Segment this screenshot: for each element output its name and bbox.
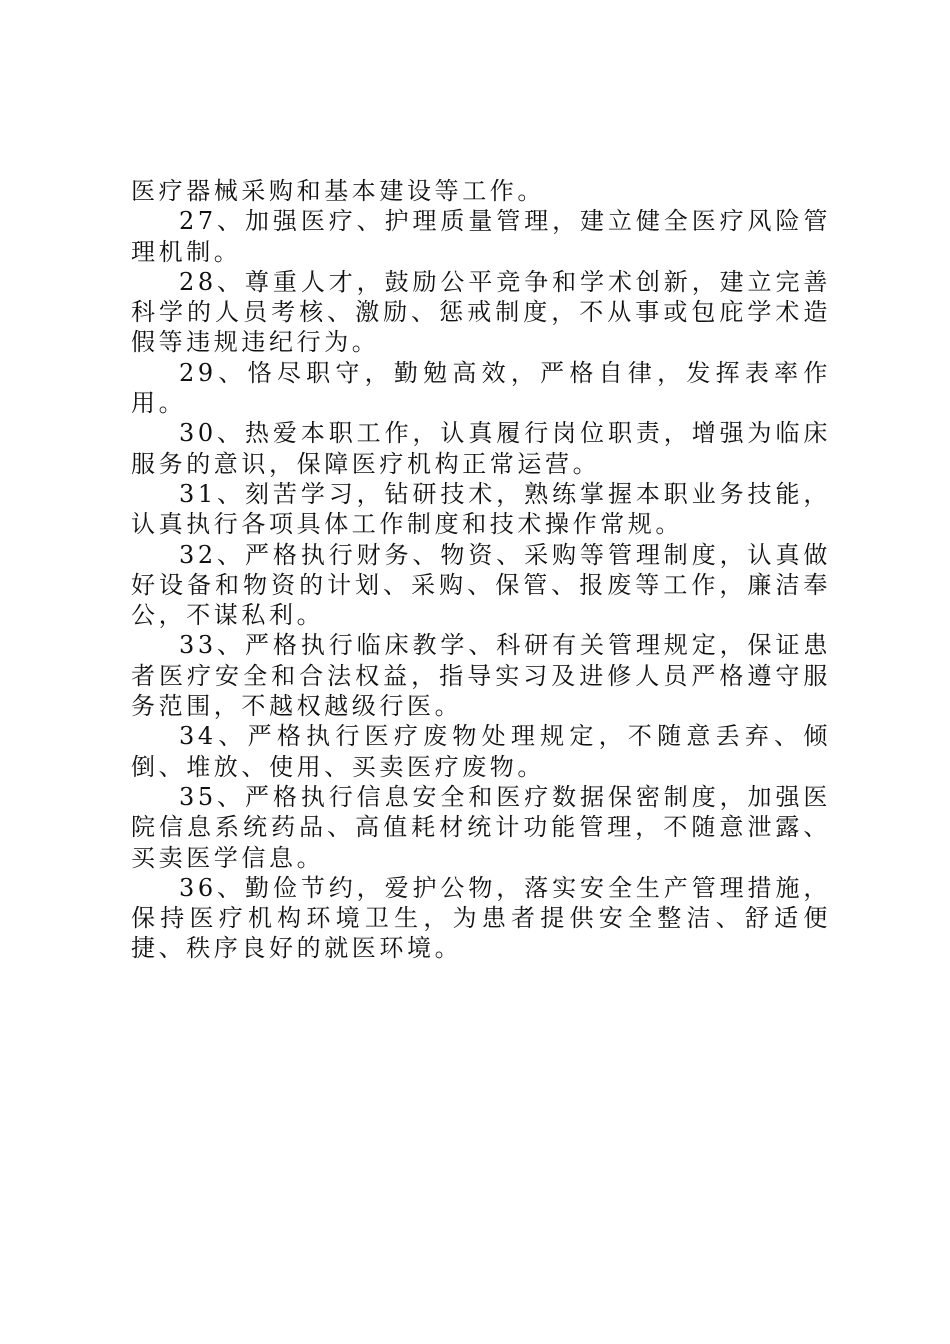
paragraph-35: 35、严格执行信息安全和医疗数据保密制度，加强医院信息系统药品、高值耗材统计功能管理，不随意泄露、买卖医学信息。 [131,782,831,872]
paragraph-27: 27、加强医疗、护理质量管理，建立健全医疗风险管理机制。 [131,207,831,266]
paragraph-continuation: 医疗器械采购和基本建设等工作。 [131,177,545,205]
paragraph-36: 36、勤俭节约，爱护公物，落实安全生产管理措施，保持医疗机构环境卫生，为患者提供安全整洁、舒适便捷、秩序良好的就医环境。 [131,873,831,963]
paragraph-34: 34、严格执行医疗废物处理规定，不随意丢弃、倾倒、堆放、使用、买卖医疗废物。 [131,722,831,781]
document-body [131,176,831,964]
paragraph-33: 33、严格执行临床教学、科研有关管理规定，保证患者医疗安全和合法权益，指导实习及进修人员严格遵守服务范围，不越权越级行医。 [131,631,831,721]
paragraph-28: 28、尊重人才，鼓励公平竞争和学术创新，建立完善科学的人员考核、激励、惩戒制度，不从事或包庇学术造假等违规违纪行为。 [131,267,831,357]
paragraph-32: 32、严格执行财务、物资、采购等管理制度，认真做好设备和物资的计划、采购、保管、报废等工作，廉洁奉公，不谋私利。 [131,540,831,630]
paragraph-29: 29、恪尽职守，勤勉高效，严格自律，发挥表率作用。 [131,358,831,418]
paragraph-31: 31、刻苦学习，钻研技术，熟练掌握本职业务技能，认真执行各项具体工作制度和技术操作常规。 [131,479,831,539]
paragraph-30: 30、热爱本职工作，认真履行岗位职责，增强为临床服务的意识，保障医疗机构正常运营。 [131,419,831,478]
